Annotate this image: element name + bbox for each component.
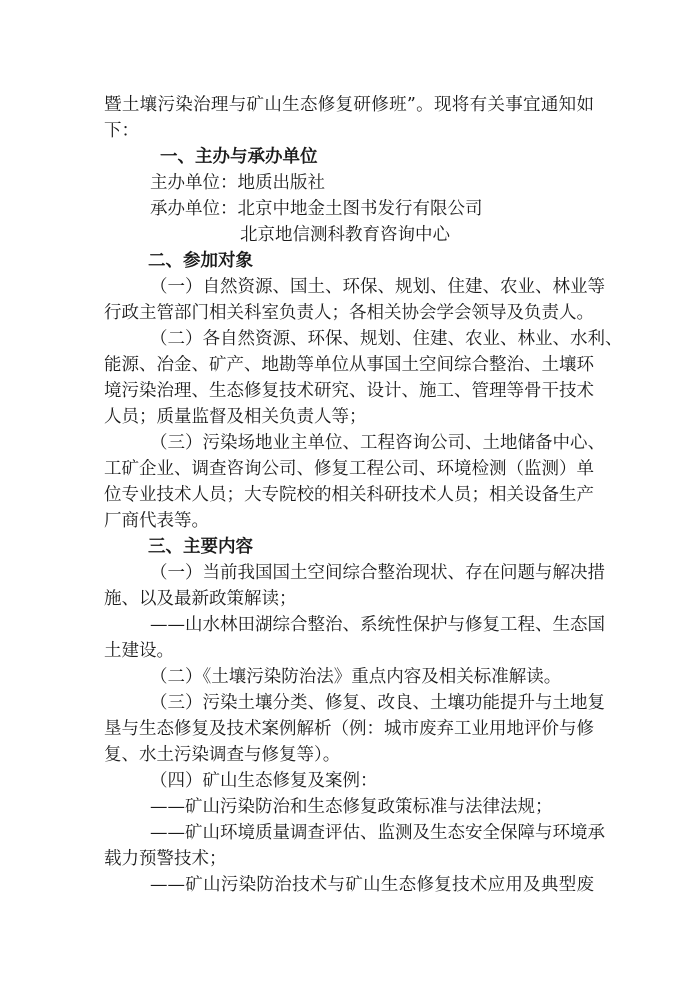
paragraph-line: （一）当前我国国土空间综合整治现状、存在问题与解决措 — [150, 563, 605, 583]
paragraph-line: 能源、冶金、矿产、地勘等单位从事国土空间综合整治、土壤环 — [104, 355, 594, 375]
paragraph-line: （三）污染土壤分类、修复、改良、土壤功能提升与土地复 — [150, 693, 605, 713]
paragraph-line: 载力预警技术； — [104, 849, 227, 869]
paragraph-line: 施、以及最新政策解读； — [104, 589, 297, 609]
undertaker-line: 北京地信测科教育咨询中心 — [240, 225, 450, 245]
paragraph-line: （三）污染场地业主单位、工程咨询公司、土地储备中心、 — [150, 433, 605, 453]
paragraph-line: 人员；质量监督及相关负责人等； — [104, 407, 367, 427]
paragraph-line: （一）自然资源、国土、环保、规划、住建、农业、林业等 — [150, 277, 605, 297]
paragraph-line: 复、水土污染调查与修复等）。 — [104, 745, 341, 765]
organizer-line: 主办单位：地质出版社 — [150, 173, 325, 193]
paragraph-line: 土建设。 — [104, 641, 174, 661]
section-heading: 二、参加对象 — [148, 251, 253, 271]
intro-line: 下： — [104, 121, 139, 141]
intro-line: 暨土壤污染治理与矿山生态修复研修班”。现将有关事宜通知如 — [104, 95, 594, 115]
paragraph-line: （二）《土壤污染防治法》重点内容及相关标准解读。 — [150, 667, 562, 687]
paragraph-line: 工矿企业、调查咨询公司、修复工程公司、环境检测（监测）单 — [104, 459, 594, 479]
paragraph-line: （四）矿山生态修复及案例： — [150, 771, 378, 791]
section-heading: 一、主办与承办单位 — [160, 147, 318, 167]
paragraph-line: 厂商代表等。 — [104, 511, 209, 531]
paragraph-line: ——矿山环境质量调查评估、监测及生态安全保障与环境承 — [150, 823, 605, 843]
paragraph-line: ——矿山污染防治和生态修复政策标准与法律法规； — [150, 797, 553, 817]
paragraph-line: 行政主管部门相关科室负责人；各相关协会学会领导及负责人。 — [104, 303, 594, 323]
paragraph-line: 境污染治理、生态修复技术研究、设计、施工、管理等骨干技术 — [104, 381, 594, 401]
paragraph-line: （二）各自然资源、环保、规划、住建、农业、林业、水利、 — [150, 329, 623, 349]
undertaker-line: 承办单位：北京中地金土图书发行有限公司 — [150, 199, 483, 219]
paragraph-line: 位专业技术人员；大专院校的相关科研技术人员；相关设备生产 — [104, 485, 594, 505]
paragraph-line: 垦与生态修复及技术案例解析（例：城市废弃工业用地评价与修 — [104, 719, 594, 739]
section-heading: 三、主要内容 — [148, 537, 253, 557]
paragraph-line: ——矿山污染防治技术与矿山生态修复技术应用及典型废 — [150, 875, 594, 895]
paragraph-line: ——山水林田湖综合整治、系统性保护与修复工程、生态国 — [150, 615, 605, 635]
